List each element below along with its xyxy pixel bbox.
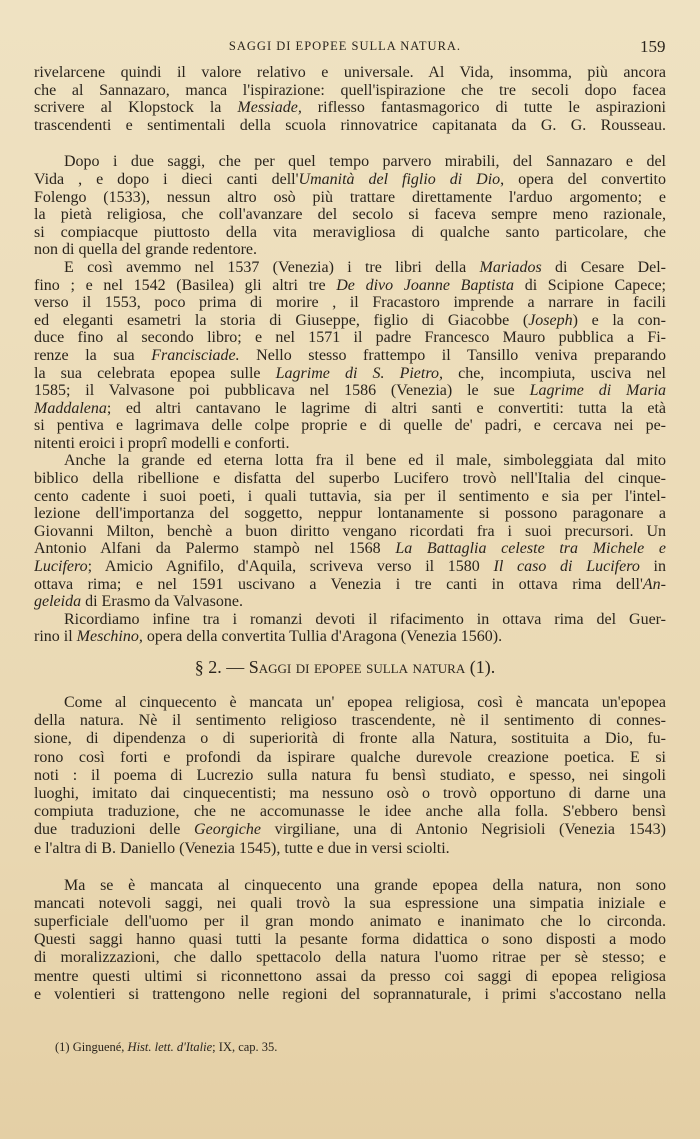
text-segment: la sua celebrata epopea sulle — [34, 364, 276, 382]
text-segment: opera della convertita Tullia d'Aragona (Venezia 1560). — [142, 628, 503, 646]
text-segment: superficiale dell'uomo per il gran mondo animato e inanimato che lo circonda. — [34, 913, 666, 931]
text-line — [34, 712, 666, 730]
text-segment: Nello stesso frattempo il Tansillo veniva preparando — [239, 346, 666, 364]
text-segment: di Erasmo da Valvasone. — [81, 593, 243, 611]
text-segment: non di quella del grande redentore. — [34, 241, 258, 259]
text-segment: Dopo i due saggi, che per quel tempo parvero mirabili, del Sannazaro e del — [64, 153, 666, 171]
text-segment: che al Sannazaro, manca l'ispirazione: quell'ispirazione che tre secoli dopo facea — [34, 81, 666, 99]
paragraph — [34, 877, 666, 1004]
text-line — [34, 224, 666, 242]
text-line — [34, 785, 666, 803]
italic-title: Lucifero — [34, 558, 88, 576]
text-segment: Come al cinquecento è mancata un' epopea religiosa, così è mancata un'epopea — [64, 694, 666, 711]
text-line — [34, 117, 666, 135]
text-line — [34, 628, 666, 646]
italic-title: Umanità del figlio di Dio — [298, 170, 501, 188]
italic-title: Messiade, — [237, 99, 302, 117]
text-line — [34, 470, 666, 488]
text-segment: duce fino al secondo libro; e nel 1571 il padre Francesco Mauro pubblica a Fi- — [34, 329, 666, 347]
section-text-2 — [34, 694, 666, 1004]
text-segment: nitenti eroici i proprî modelli e conforti. — [34, 434, 290, 452]
text-segment: Ricordiamo infine tra i romanzi devoti il rifacimento in ottava rima del Guer- — [64, 610, 666, 628]
text-segment: Vida , e dopo i dieci canti dell' — [34, 170, 299, 188]
text-line — [34, 241, 666, 259]
italic-title: Mariados — [479, 258, 542, 276]
text-line — [34, 206, 666, 224]
text-segment: ottava rima; e nel 1591 uscivano a Venezia i tre canti in ottava rima dell' — [34, 575, 643, 593]
text-segment: di Cesare Del- — [541, 258, 666, 276]
text-segment: Folengo (1533), nessun altro osò più trattare direttamente l'arduo argomento; e — [34, 188, 666, 206]
text-segment: che, incompiuta, usciva nel — [443, 364, 666, 382]
italic-title: De divo Joanne Baptista — [336, 276, 515, 294]
paragraph — [34, 153, 666, 259]
text-line — [34, 558, 666, 576]
text-segment: rono così forti e profondi da ispirare qualche durevole creazione poetica. E si — [34, 748, 666, 766]
text-line — [34, 417, 666, 435]
text-line — [34, 576, 666, 594]
text-line — [34, 259, 666, 277]
running-title: SAGGI DI EPOPEE SULLA NATURA. — [228, 39, 462, 53]
text-segment: fino ; e nel 1542 (Basilea) gli altri tre — [34, 276, 337, 294]
text-line — [34, 931, 666, 949]
text-line — [34, 488, 666, 506]
text-segment: virgiliane, una di Antonio Negrisioli (Venezia 1543) — [260, 821, 666, 839]
text-line — [34, 329, 666, 347]
text-line — [34, 382, 666, 400]
text-segment: rivelarcene quindi il valore relativo e universale. Al Vida, insomma, più ancora — [34, 64, 666, 81]
text-line — [34, 505, 666, 523]
text-line — [34, 749, 666, 767]
text-line — [34, 435, 666, 453]
italic-title: geleida — [34, 593, 82, 611]
text-line — [34, 986, 666, 1004]
text-line — [34, 694, 666, 712]
text-line — [34, 277, 666, 295]
text-segment: ) e la con- — [572, 311, 666, 329]
page-number: 159 — [640, 37, 666, 56]
text-segment: mentre questi ultimi si riconnettono assai da presso coi saggi di epopea religiosa — [34, 967, 666, 985]
text-line — [34, 82, 666, 100]
text-line — [34, 611, 666, 629]
italic-title: Georgiche — [194, 821, 261, 839]
paragraph — [34, 64, 666, 134]
footnote — [55, 1040, 277, 1055]
text-line — [34, 840, 666, 858]
italic-title: La Battaglia celeste tra Michele e — [395, 540, 666, 558]
footnote-suffix: ; IX, cap. 35. — [212, 1040, 278, 1054]
section-text-1 — [34, 64, 666, 646]
text-segment: in — [639, 558, 666, 576]
text-segment: la pietà religiosa, che coll'avanzare del secolo si faceva sempre meno razionale, — [34, 206, 666, 224]
text-segment: riflesso fantasmagorico di tutte le aspirazioni — [301, 99, 666, 117]
text-segment: noti : il poema di Lucrezio sulla natura fu bensì studiato, e spesso, nei singoli — [34, 766, 666, 784]
text-segment: Ma se è mancata al cinquecento una grande epopea della natura, non sono — [64, 876, 666, 894]
text-segment: Antonio Alfani da Palermo stampò nel 1568 — [34, 540, 396, 558]
text-line — [34, 347, 666, 365]
text-segment: Anche la grande ed eterna lotta fra il bene ed il male, simboleggiata dal mito — [64, 452, 666, 470]
text-segment: di Scipione Capece; — [514, 276, 666, 294]
text-segment: ; Amicio Agnifilo, d'Aquila, scriveva verso il 1580 — [87, 558, 494, 576]
footnote-title: Hist. lett. d'Italie — [127, 1040, 213, 1054]
text-line — [34, 99, 666, 117]
paragraph — [34, 452, 666, 610]
text-segment: compiuta traduzione, che ne accomunasse le idee anche alla folla. S'ebbero bensì — [34, 803, 666, 821]
text-segment: E così avemmo nel 1537 (Venezia) i tre libri della — [64, 258, 480, 276]
footnote-prefix: (1) Ginguené, — [55, 1040, 128, 1054]
text-line — [34, 189, 666, 207]
text-segment: Questi saggi hanno quasi tutti la pesante forma didattica o sono disposti a modo — [34, 931, 666, 949]
section-heading — [0, 657, 690, 678]
paragraph — [34, 611, 666, 646]
text-segment: della natura. Nè il sentimento religioso trascendente, nè il sentimento di connes- — [34, 712, 666, 730]
text-segment: si pentiva e lagrimava delle colpe proprie e di quelle de' padri, e cercava nei pe- — [34, 417, 666, 435]
text-line — [34, 949, 666, 967]
text-line — [34, 968, 666, 986]
text-line — [34, 452, 666, 470]
text-segment: ed eleganti esametri la storia di Giuseppe, figlio di Giacobbe ( — [34, 311, 529, 329]
italic-title: Maddalena — [34, 399, 107, 417]
italic-title: Francisciade. — [151, 346, 240, 364]
text-line — [34, 540, 666, 558]
text-segment: verso il 1553, poco prima di morire , il Fracastoro imprende a narrare in facili — [34, 294, 666, 312]
text-line — [34, 767, 666, 785]
heading-suffix: (1). — [465, 657, 496, 677]
italic-title: Meschino, — [76, 628, 143, 646]
heading-prefix: § 2. — — [194, 657, 249, 677]
text-line — [34, 171, 666, 189]
text-line — [34, 294, 666, 312]
text-segment: lezione dell'importanza del soggetto, neppur lontanamente si possono paragonare a — [34, 505, 666, 523]
text-segment: renze la sua — [34, 346, 152, 364]
italic-title: Joseph — [528, 311, 573, 329]
text-line — [34, 895, 666, 913]
text-line — [34, 821, 666, 839]
text-segment: rino il — [34, 628, 77, 646]
text-segment: ; ed altri cantavano le lagrime di altri santi e convertiti: tutta la età — [106, 399, 666, 417]
text-line — [34, 523, 666, 541]
text-line — [34, 803, 666, 821]
text-segment: scrivere al Klopstock la — [34, 99, 238, 117]
italic-title: Lagrime di Maria — [529, 382, 666, 400]
text-line — [34, 153, 666, 171]
text-segment: e volentieri si trattengono nelle regioni del soprannaturale, i primi s'accostano nella — [34, 985, 666, 1003]
text-segment: mancati notevoli saggi, nei quali trovò la sua espressione una simpatia iniziale e — [34, 894, 666, 912]
italic-title: Il caso di Lucifero — [493, 558, 640, 576]
text-segment: , opera del convertito — [500, 170, 666, 188]
text-line — [34, 365, 666, 383]
text-segment: cento cadente i suoi poeti, i quali tuttavia, sia per il sentimento e sia per l'intel- — [34, 487, 666, 505]
text-line — [34, 400, 666, 418]
text-segment: 1585; il Valvasone poi pubblicava nel 1586 (Venezia) le sue — [34, 382, 530, 400]
text-line — [34, 730, 666, 748]
italic-title: Lagrime di S. Pietro, — [275, 364, 443, 382]
text-line — [34, 877, 666, 895]
text-line — [34, 593, 666, 611]
text-segment: e l'altra di B. Daniello (Venezia 1545), tutte e due in versi sciolti. — [34, 839, 450, 857]
text-line — [34, 312, 666, 330]
italic-title: An- — [642, 575, 666, 593]
text-segment: biblico della ribellione e disfatta del superbo Lucifero trovò nell'Italia del cinque- — [34, 470, 666, 488]
text-segment: Giovanni Milton, benchè a buon diritto vengano ricordati fra i suoi precursori. Un — [34, 522, 666, 540]
text-segment: due traduzioni delle — [34, 821, 195, 839]
text-segment: trascendenti e sentimentali della scuola rinnovatrice capitanata da G. G. Rousseau. — [34, 116, 666, 134]
paragraph — [34, 694, 666, 858]
text-line — [34, 64, 666, 82]
text-segment: di moralizzazioni, che dallo spettacolo della natura l'uomo ritrae per sè stesso; e — [34, 949, 666, 967]
paragraph — [34, 259, 666, 453]
text-segment: luoghi, imitato dai cinquecentisti; ma nessuno osò o trovò opportuno di darne una — [34, 784, 666, 802]
text-line — [34, 913, 666, 931]
text-segment: si compiacque piuttosto della vita meravigliosa di qualche santo particolare, che — [34, 223, 666, 241]
heading-title: Saggi di epopee sulla natura — [248, 657, 466, 677]
text-segment: sione, di dipendenza o di superiorità di fronte alla Natura, sostituita a Dio, fu- — [34, 730, 666, 748]
